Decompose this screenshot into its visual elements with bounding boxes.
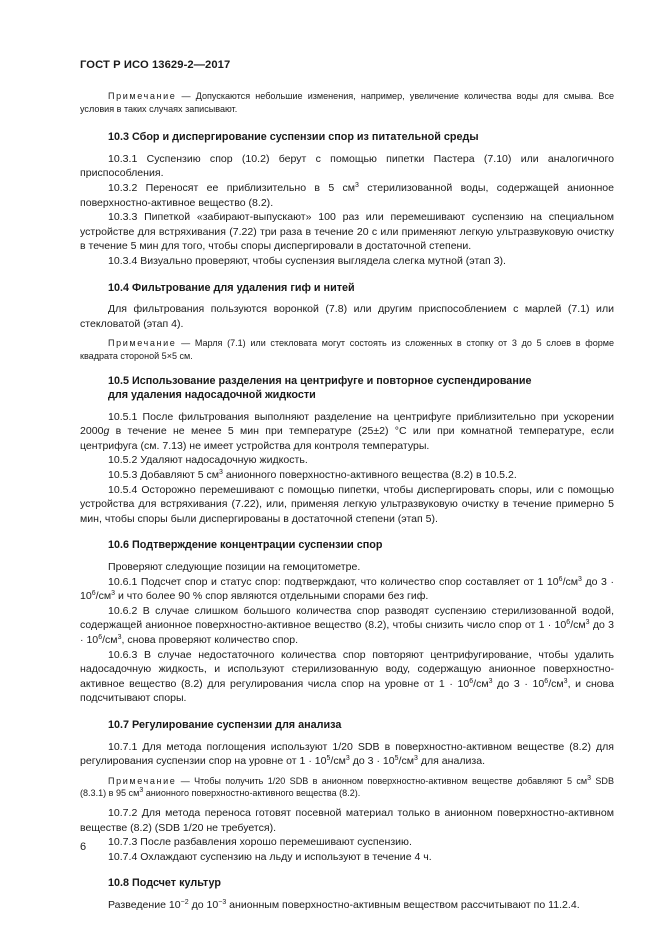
para-10-5-1: 10.5.1 После фильтрования выполняют разделение на центрифуге приблизительно при ускорении 2000g в течение не менее 5 мин при температуре (25±2) °C или при комнатной температуре, если центрифуга (см. 7.13) не имеет устройства для контроля температуры. xyxy=(80,410,614,452)
para-10-5-3: 10.5.3 Добавляют 5 $см^3$ анионного поверхностно-активного вещества (8.2) в 10.5.2. xyxy=(108,469,517,482)
page-content xyxy=(80,90,614,913)
para-10-7-2: 10.7.2 Для метода переноса готовят посевной материал только в анионном поверхностно-активном веществе (8.2) (SDB 1/20 не требуется). xyxy=(80,806,614,834)
para-10-7-4: 10.7.4 Охлаждают суспензию на льду и используют в течение 4 ч. xyxy=(108,850,432,863)
para-10-3-4: 10.3.4 Визуально проверяют, чтобы суспензия выглядела слегка мутной (этап 3). xyxy=(108,254,506,267)
section-10-3-heading: 10.3 Сбор и диспергирование суспензии спор из питательной среды xyxy=(108,131,479,144)
para-10-8: Разведение $10^{-2}$ до $10^{-3}$ анионным поверхностно-активным веществом рассчитывают по 11.2.4. xyxy=(108,898,580,911)
para-10-4: Для фильтрования пользуются воронкой (7.8) или другим приспособлением с марлей (7.1) или стекловатой (этап 4). xyxy=(80,303,614,330)
para-10-6-2: 10.6.2 В случае слишком большого количества спор разводят суспензию стерилизованной водой, содержащей анионное поверхностно-активное вещество (8.2), чтобы снизить число спор от $1 \cdot 10^6/см^3$ до $3 \cdot 10^6/см^3$, снова проверяют количество спор. xyxy=(80,604,615,646)
section-10-4-heading: 10.4 Фильтрование для удаления гиф и нитей xyxy=(108,281,355,294)
intro-note: Примечание — Допускаются небольшие изменения, например, увеличение количества воды для смыва. Все условия в таких случаях записывают. xyxy=(80,91,614,114)
para-10-6-0: Проверяют следующие позиции на гемоцитометре. xyxy=(108,561,361,574)
note-10-7: Примечание — Чтобы получить 1/20 SDB в анионном поверхностно-активном веществе добавляют 5 $см^3$ SDB (8.3.1) в 95 $см^3$ анионного поверхностно-активного вещества (8.2). xyxy=(80,774,614,799)
para-10-3-2: 10.3.2 Переносят ее приблизительно в 5 $см^3$ стерилизованной воды, содержащей анионное поверхностно-активное вещество (8.2). xyxy=(80,181,614,209)
document-header: ГОСТ Р ИСО 13629-2—2017 xyxy=(80,59,231,71)
section-10-5-heading: 10.5 Использование разделения на центрифуге и повторное суспендирование для удаления надосадочной жидкости xyxy=(108,374,532,402)
section-10-7-heading: 10.7 Регулирование суспензии для анализа xyxy=(108,718,342,731)
note-label: Примечание xyxy=(108,91,177,101)
para-10-6-1: 10.6.1 Подсчет спор и статус спор: подтверждают, что количество спор составляет от 1 $10^6/см^3$ до $3 \cdot 10^6/см^3$ и что более 90 % спор являются отдельными спорами без гиф. xyxy=(80,575,614,603)
para-10-6-3: 10.6.3 В случае недостаточного количества спор повторяют центрифугирование, чтобы удалить надосадочную жидкость, и используют стерилизованную воду, содержащую анионное поверхностно-активное вещество (8.2) для регулирования числа спор на уровне от $1 \cdot 10^6/см^3$ до $3 \cdot 10^6/см^3$, и снова подсчитывают споры. xyxy=(80,648,615,705)
page-number: 6 xyxy=(80,841,87,853)
section-10-6-heading: 10.6 Подтверждение концентрации суспензии спор xyxy=(108,539,383,552)
note-10-4: Примечание — Марля (7.1) или стекловата могут состоять из сложенных в стопку от 3 до 5 слоев в форме квадрата стороной 5×5 см. xyxy=(80,338,615,361)
para-10-5-2: 10.5.2 Удаляют надосадочную жидкость. xyxy=(108,454,308,467)
para-10-5-4: 10.5.4 Осторожно перемешивают с помощью пипетки, чтобы диспергировать споры, или с помощью устройства для встряхивания (7.22), или, применяя легкую ультразвуковую очистку в течение примерно 5 мин, чтобы споры были диспергированы в достаточной степени (этап 5). xyxy=(80,483,614,525)
section-10-8-heading: 10.8 Подсчет культур xyxy=(108,877,221,890)
para-10-3-1: 10.3.1 Суспензию спор (10.2) берут с помощью пипетки Пастера (7.10) или аналогичного приспособления. xyxy=(80,152,614,180)
para-10-7-1: 10.7.1 Для метода поглощения используют 1/20 SDB в поверхностно-активном веществе (8.2) для регулирования суспензии спор на уровне от $1 \cdot 10^5/см^3$ до $3 \cdot 10^5/см^3$ для анализа. xyxy=(80,740,614,768)
para-10-3-3: 10.3.3 Пипеткой «забирают-выпускают» 100 раз или перемешивают суспензию на специальном устройстве для встряхивания (7.22) три раза в течение 20 с или применяют легкую ультразвуковую очистку в течение 5 мин для того, чтобы споры диспергировали в достаточной степени. xyxy=(80,211,614,253)
para-10-7-3: 10.7.3 После разбавления хорошо перемешивают суспензию. xyxy=(108,836,412,849)
